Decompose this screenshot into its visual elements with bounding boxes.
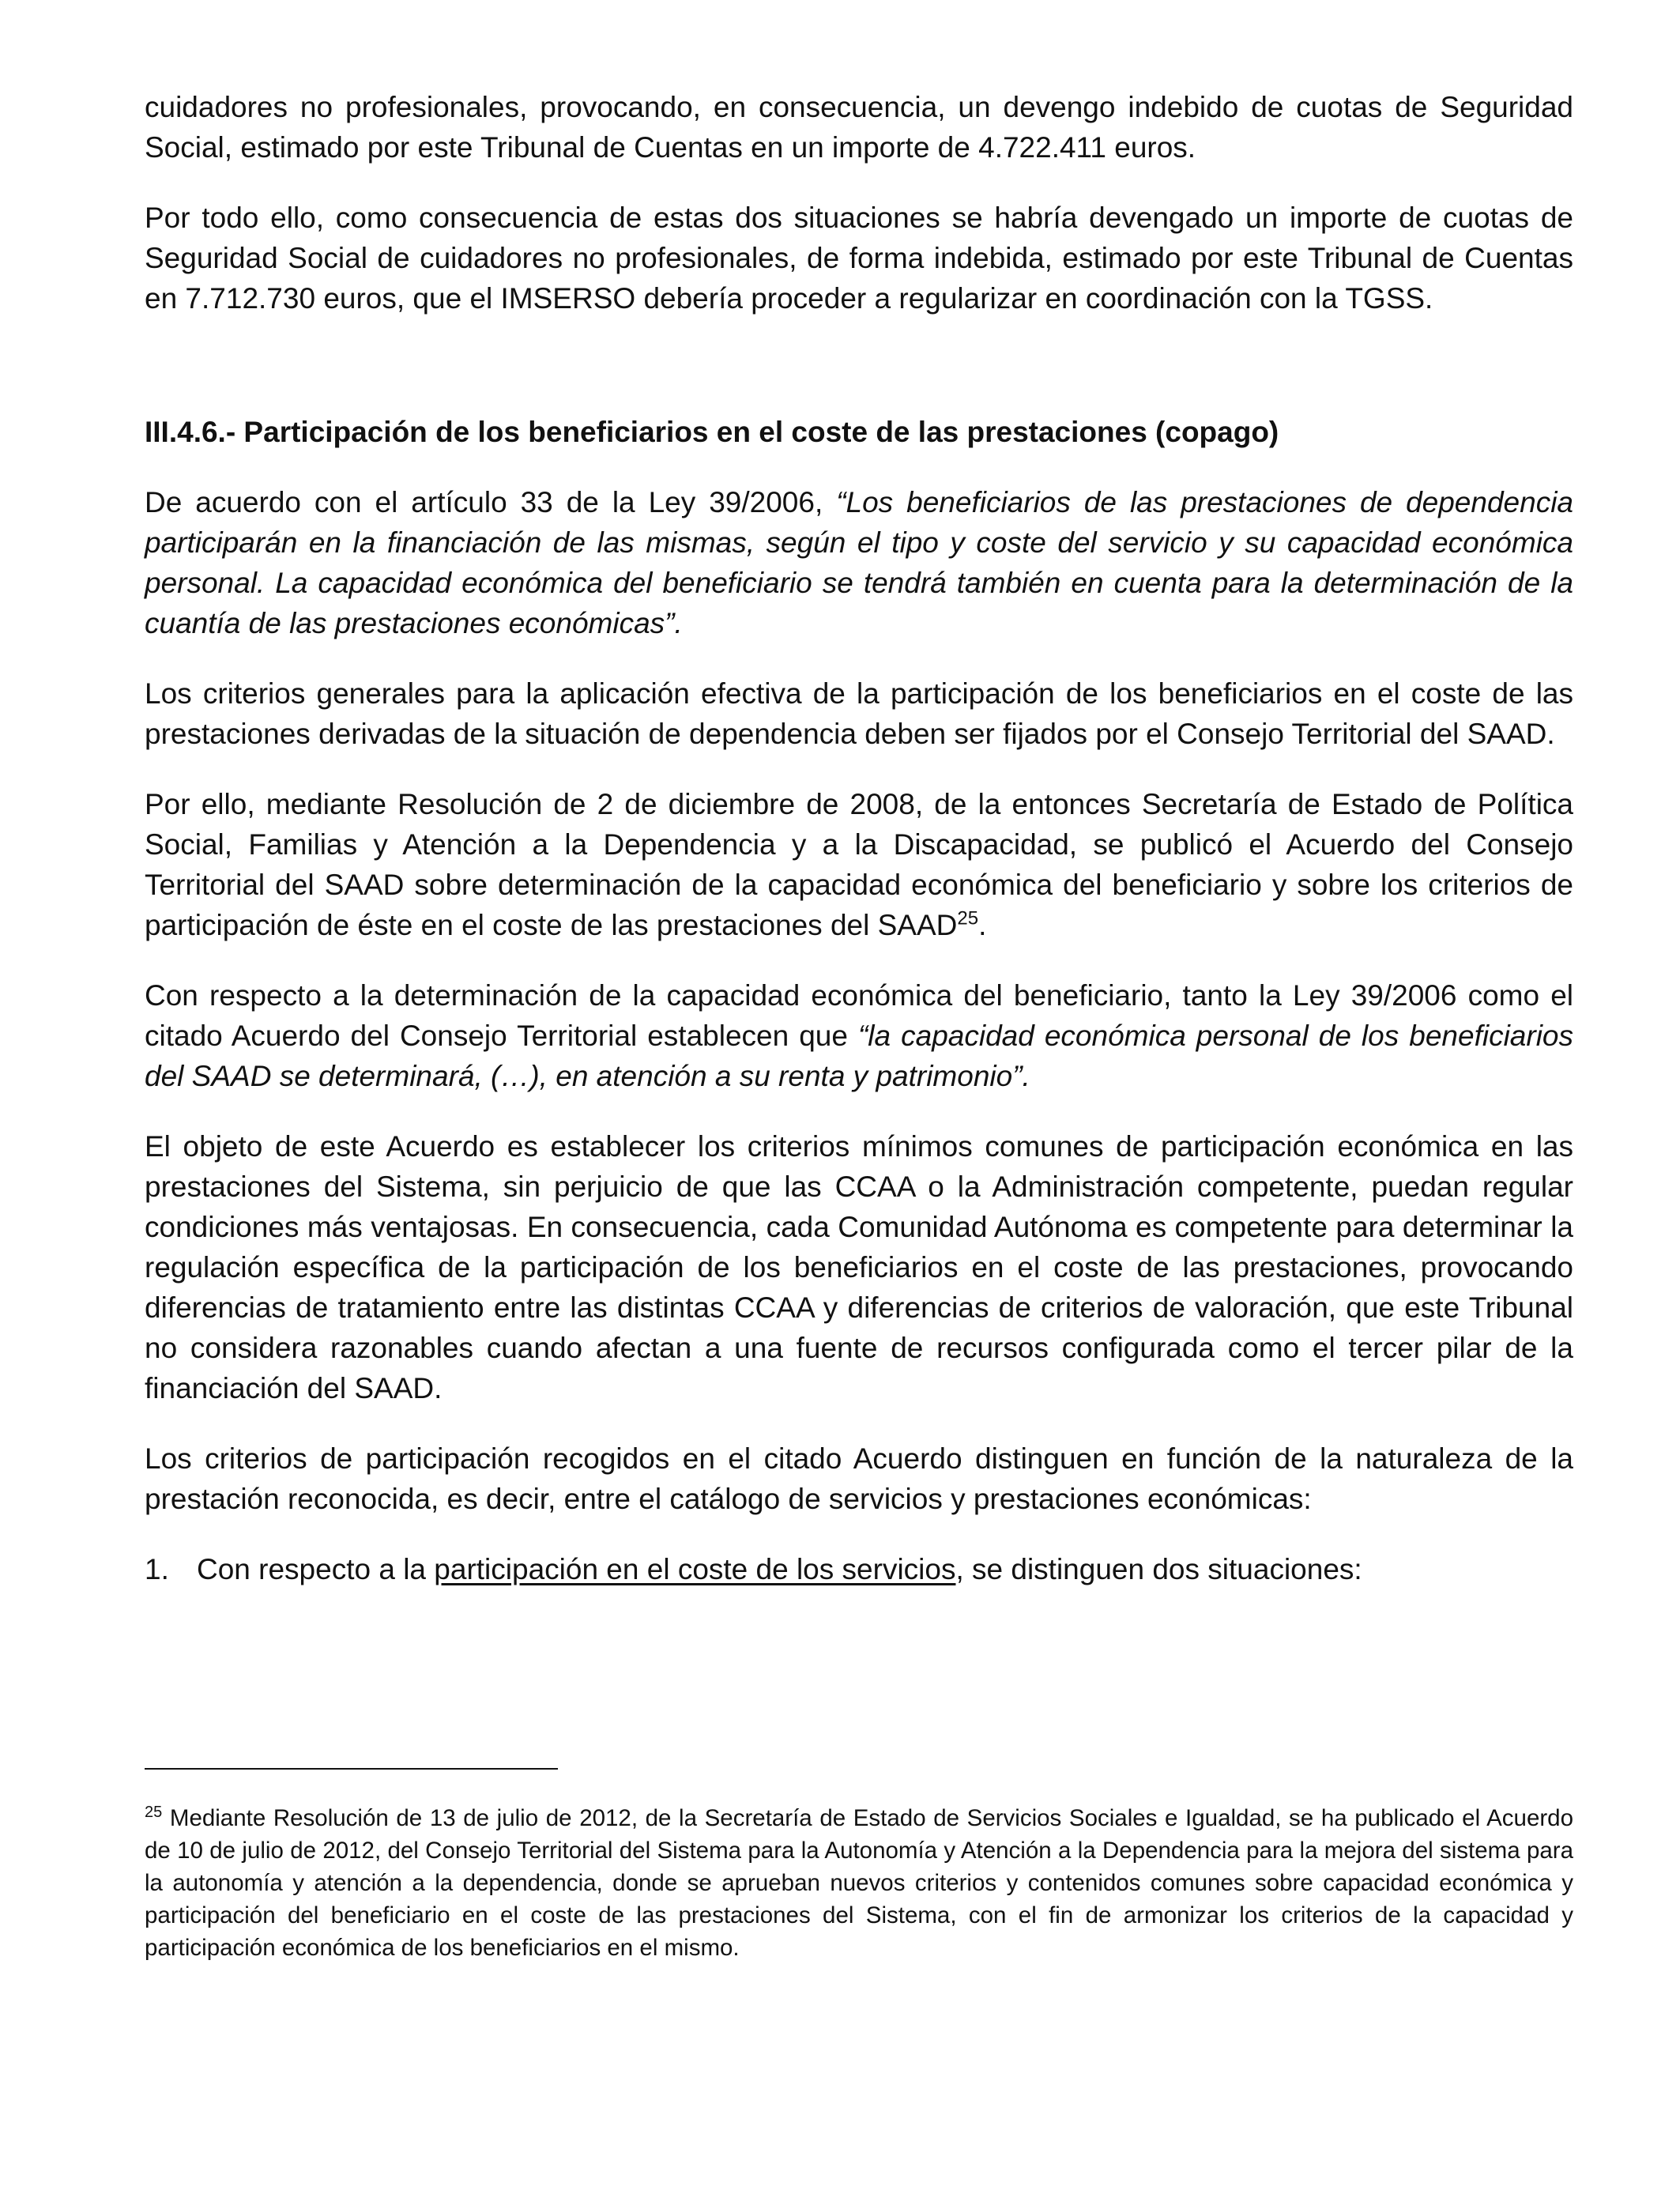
paragraph-articulo-33 bbox=[145, 482, 1573, 643]
list-item-text-before: Con respecto a la bbox=[197, 1553, 435, 1585]
paragraph-cuotas-indebidas: cuidadores no profesionales, provocando, en consecuencia, un devengo indebido de cuotas de Seguridad Social, estimado por este Tribunal de Cuentas en un importe de 4.722.411 euros. bbox=[145, 91, 1573, 164]
list-item-underlined-text: participación en el coste de los servicios bbox=[434, 1553, 956, 1585]
paragraph-articulo-33-quote: “Los beneficiarios de las prestaciones de dependencia participarán en la financiación de las mismas, según el tipo y coste del servicio y su capacidad económica personal. La capacidad económica del beneficiario se tendrá también en cuenta para la determinación de la cuantía de las prestaciones económicas”. bbox=[145, 486, 1573, 639]
list-item-number: 1. bbox=[145, 1553, 169, 1585]
paragraph-resolucion-2008 bbox=[145, 784, 1573, 945]
footnote-text: Mediante Resolución de 13 de julio de 2012, de la Secretaría de Estado de Servicios Sociales e Igualdad, se ha publicado el Acuerdo de 10 de julio de 2012, del Consejo Territorial del Sistema para la Autonomía y Atención a la Dependencia para la mejora del sistema para la autonomía y atención a la dependencia, donde se aprueban nuevos criterios y contenidos comunes sobre capacidad económica y participación del beneficiario en el coste de las prestaciones del Sistema, con el fin de armonizar los criterios de la capacidad y participación económica de los beneficiarios en el mismo. bbox=[145, 1805, 1573, 1961]
paragraph-criterios-participacion: Los criterios de participación recogidos en el citado Acuerdo distinguen en función de la naturaleza de la prestación reconocida, es decir, entre el catálogo de servicios y prestaciones económicas: bbox=[145, 1442, 1573, 1515]
paragraph-objeto-acuerdo: El objeto de este Acuerdo es establecer los criterios mínimos comunes de participación económica en las prestaciones del Sistema, sin perjuicio de que las CCAA o la Administración competente, puedan regular condiciones más ventajosas. En consecuencia, cada Comunidad Autónoma es competente para determinar la regulación específica de la participación de los beneficiarios en el coste de las prestaciones, provocando diferencias de tratamiento entre las distintas CCAA y diferencias de criterios de valoración, que este Tribunal no considera razonables cuando afectan a una fuente de recursos configurada como el tercer pilar de la financiación del SAAD. bbox=[145, 1130, 1573, 1404]
paragraph-capacidad-economica-intro: Con respecto a la determinación de la capacidad económica del beneficiario, tanto la Ley 39/2006 como el citado Acuerdo del Consejo Territorial establecen que bbox=[145, 979, 1573, 1052]
paragraph-capacidad-economica bbox=[145, 975, 1573, 1096]
footnote-number: 25 bbox=[145, 1804, 163, 1822]
footnote-reference[interactable]: 25 bbox=[957, 907, 979, 929]
footnote bbox=[145, 1802, 1573, 1964]
document-page bbox=[145, 87, 1573, 1589]
paragraph-resolucion-2008-end: . bbox=[978, 909, 987, 941]
section-heading: III.4.6.- Participación de los beneficiarios en el coste de las prestaciones (copago) bbox=[145, 416, 1279, 448]
list-item bbox=[145, 1549, 1573, 1589]
paragraph-importe-total: Por todo ello, como consecuencia de estas dos situaciones se habría devengado un importe de cuotas de Seguridad Social de cuidadores no profesionales, de forma indebida, estimado por este Tribunal de Cuentas en 7.712.730 euros, que el IMSERSO debería proceder a regularizar en coordinación con la TGSS. bbox=[145, 202, 1573, 315]
list-item-text bbox=[197, 1549, 1362, 1589]
list-item-text-after: , se distinguen dos situaciones: bbox=[955, 1553, 1362, 1585]
paragraph-resolucion-2008-text: Por ello, mediante Resolución de 2 de diciembre de 2008, de la entonces Secretaría de Estado de Política Social, Familias y Atención a la Dependencia y a la Discapacidad, se publicó el Acuerdo del Consejo Territorial del SAAD sobre determinación de la capacidad económica del beneficiario y sobre los criterios de participación de éste en el coste de las prestaciones del SAAD bbox=[145, 788, 1573, 941]
footnote-separator bbox=[145, 1768, 558, 1770]
paragraph-criterios-generales: Los criterios generales para la aplicación efectiva de la participación de los beneficiarios en el coste de las prestaciones derivadas de la situación de dependencia deben ser fijados por el Consejo Territorial del SAAD. bbox=[145, 677, 1573, 750]
paragraph-capacidad-economica-quote: “la capacidad económica personal de los beneficiarios del SAAD se determinará, (…), en atención a su renta y patrimonio”. bbox=[145, 1020, 1573, 1092]
paragraph-articulo-33-intro: De acuerdo con el artículo 33 de la Ley 39/2006, bbox=[145, 486, 837, 518]
